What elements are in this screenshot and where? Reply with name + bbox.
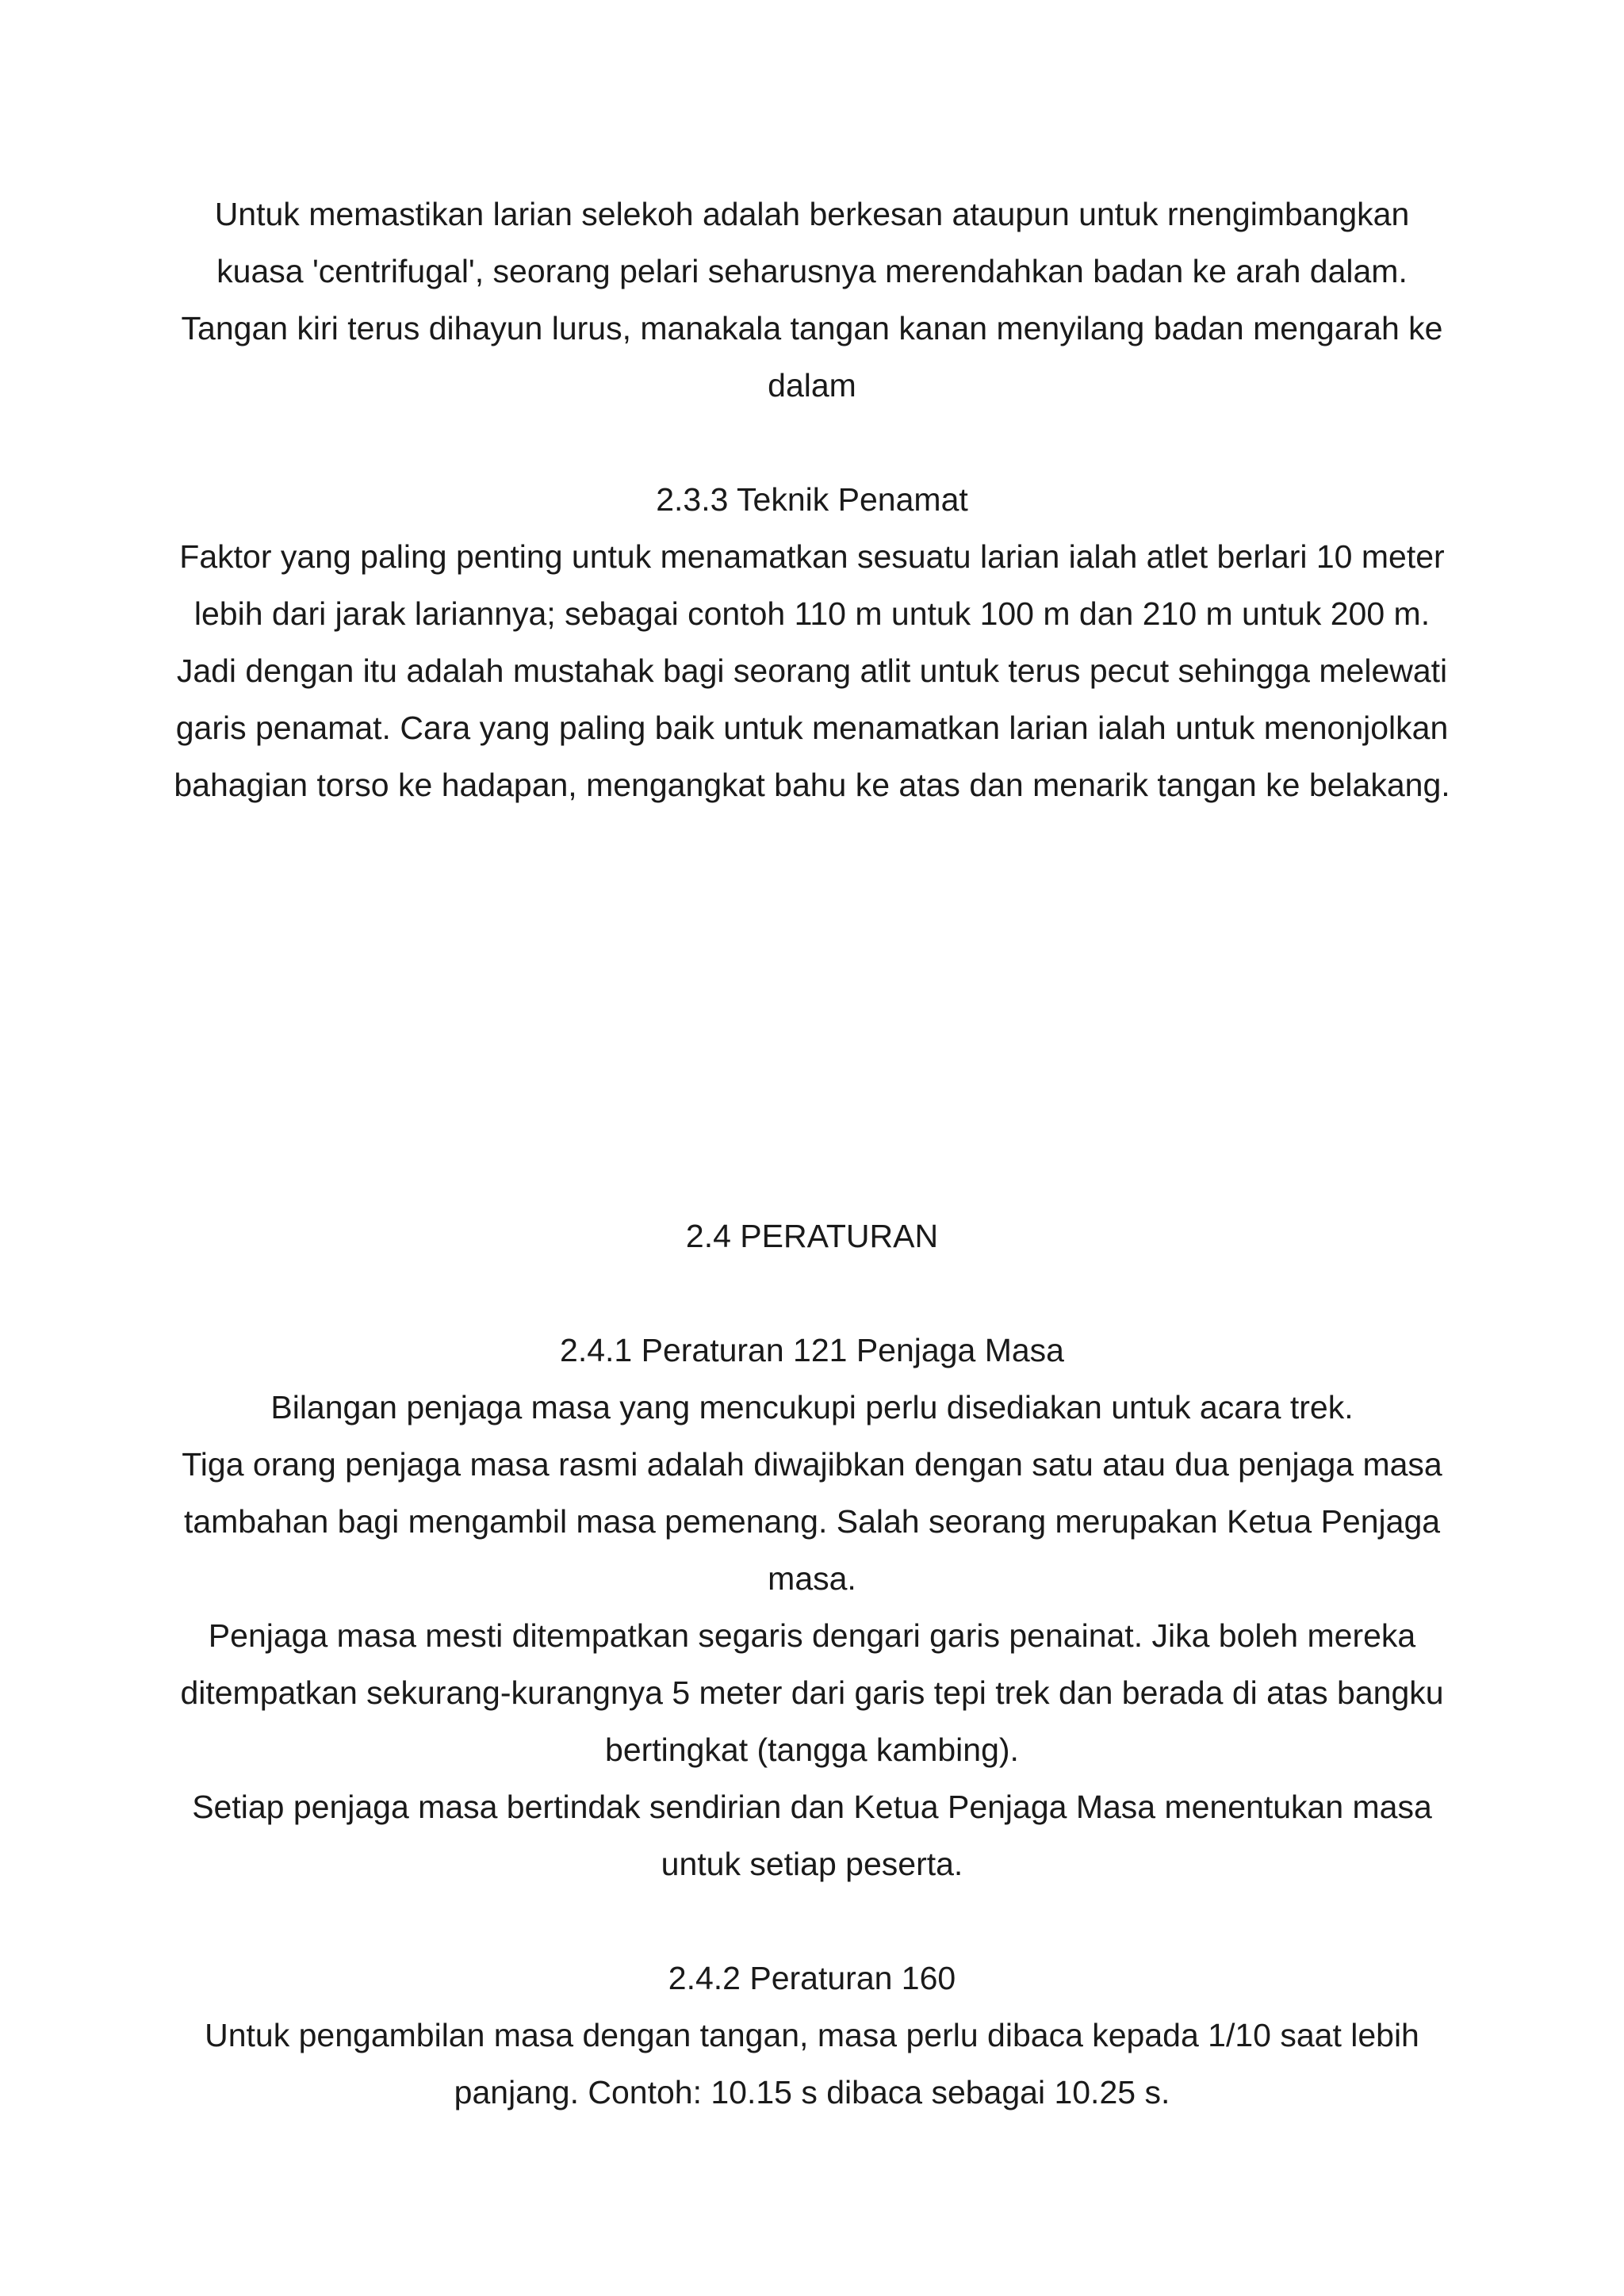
paragraph-text: Tiga orang penjaga masa rasmi adalah diwajibkan dengan satu atau dua penjaga masa tambahan bagi mengambil masa pemenang. Salah seorang merupakan Ketua Penjaga masa.	[182, 1446, 1442, 1597]
section-2-4-2-body	[170, 2007, 1454, 2121]
paragraph-text: Penjaga masa mesti ditempatkan segaris dengari garis penainat. Jika boleh mereka ditempatkan sekurang-kurangnya 5 meter dari garis tepi trek dan berada di atas bangku bertingkat (tangga kambing).	[180, 1617, 1444, 1768]
section-2-3-3-body	[170, 528, 1454, 813]
paragraph-text: Untuk pengambilan masa dengan tangan, masa perlu dibaca kepada 1/10 saat lebih panjang. Contoh: 10.15 s dibaca sebagai 10.25 s.	[205, 2017, 1419, 2110]
paragraph-text: Faktor yang paling penting untuk menamatkan sesuatu larian ialah atlet berlari 10 meter lebih dari jarak lariannya; sebagai contoh 110 m untuk 100 m dan 210 m untuk 200 m.	[179, 538, 1445, 632]
paragraph-text: Untuk memastikan larian selekoh adalah berkesan ataupun untuk rnengimbangkan kuasa 'centrifugal', seorang pelari seharusnya merendahkan badan ke arah dalam. Tangan kiri terus dihayun lurus, manakala tangan kanan menyilang badan mengarah ke dalam	[181, 196, 1443, 404]
paragraph-text: Bilangan penjaga masa yang mencukupi perlu disediakan untuk acara trek.	[270, 1389, 1354, 1425]
paragraph-text: Jadi dengan itu adalah mustahak bagi seorang atlit untuk terus pecut sehingga melewati garis penamat. Cara yang paling baik untuk menamatkan larian ialah untuk menonjolkan bahagian torso ke hadapan, mengangkat bahu ke atas dan menarik tangan ke belakang.	[174, 652, 1450, 803]
section-heading-2-4-2: 2.4.2 Peraturan 160	[668, 1960, 956, 1996]
section-heading-2-3-3: 2.3.3 Teknik Penamat	[656, 481, 968, 518]
section-heading-2-4: 2.4 PERATURAN	[685, 1218, 939, 1254]
intro-paragraph	[170, 186, 1454, 414]
section-2-4-1-body	[170, 1379, 1454, 1892]
paragraph-text: Setiap penjaga masa bertindak sendirian dan Ketua Penjaga Masa menentukan masa untuk setiap peserta.	[192, 1789, 1432, 1882]
section-heading-2-4-1: 2.4.1 Peraturan 121 Penjaga Masa	[560, 1332, 1064, 1368]
